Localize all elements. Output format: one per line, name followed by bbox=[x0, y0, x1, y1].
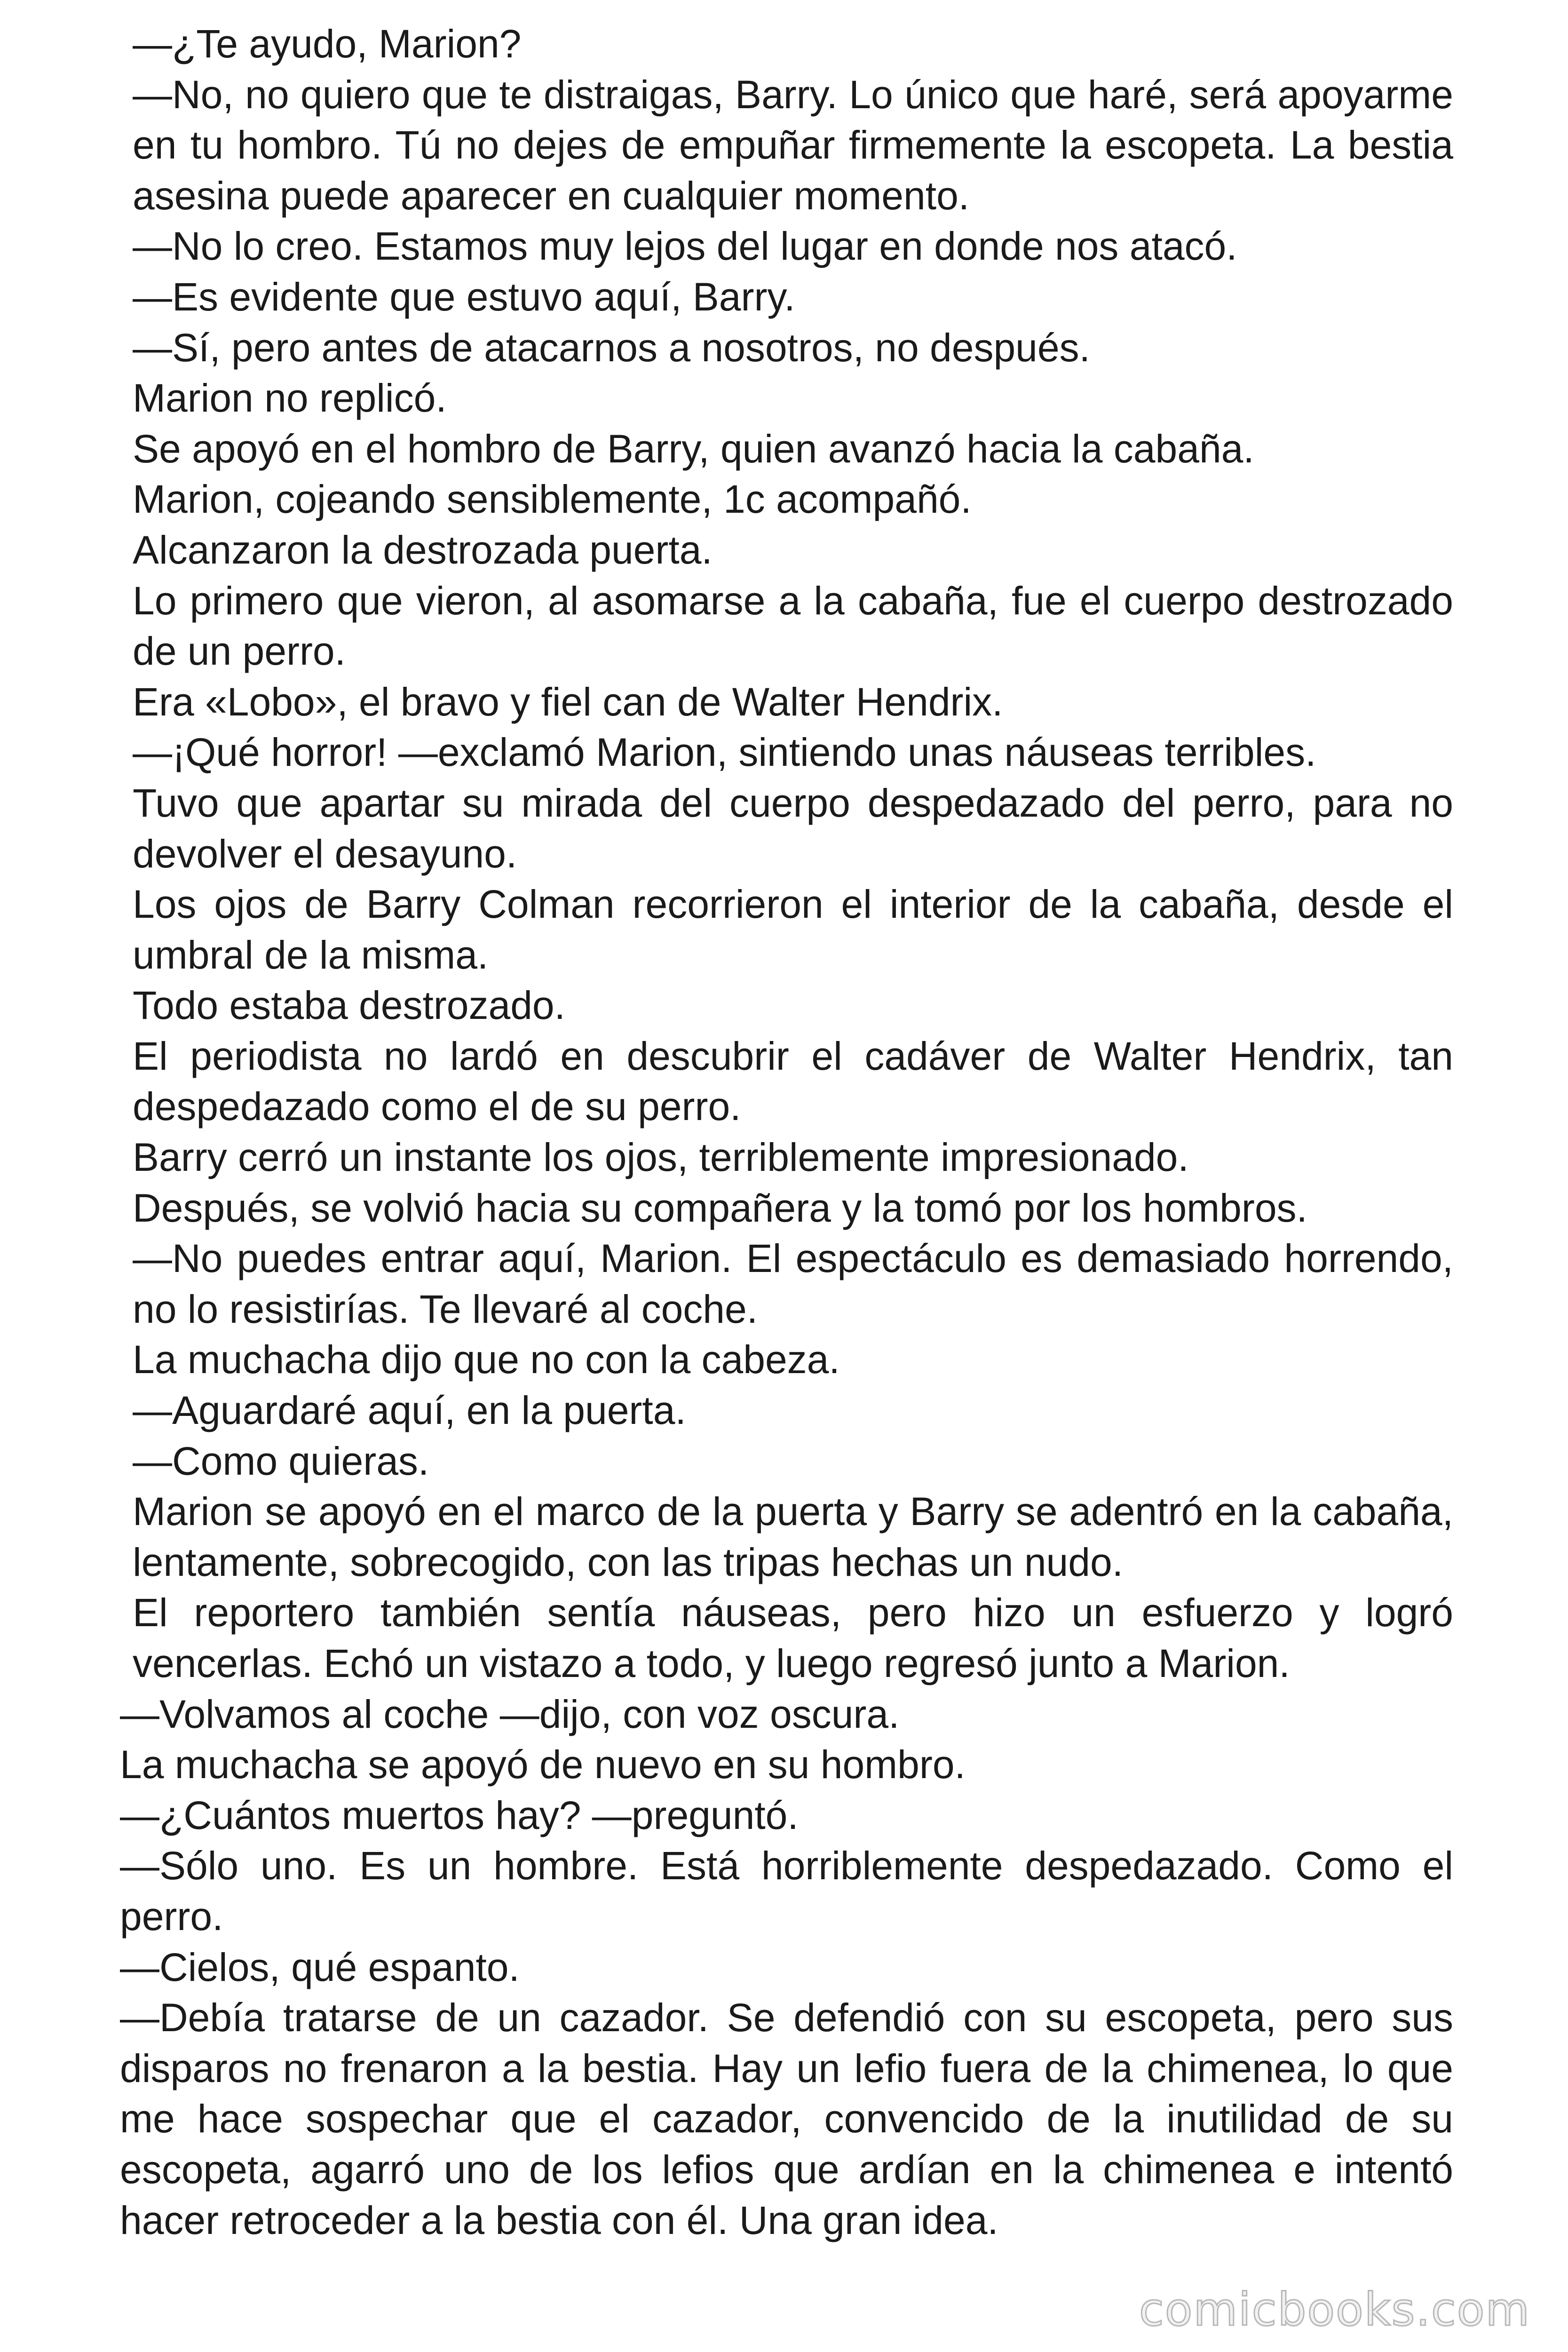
paragraph: Después, se volvió hacia su compañera y la tomó por los hombros. bbox=[133, 1185, 1307, 1230]
paragraph: —Debía tratarse de un cazador. Se defendió con su escopeta, pero sus disparos no frenaron a la bestia. Hay un lefio fuera de la chimenea, lo que me hace sospechar que el cazador, convencido de la inutilidad de su escopeta, agarró uno de los lefios que ardían en la chimenea e intentó hacer retroceder a la bestia con él. Una gran idea. bbox=[120, 1995, 1453, 2242]
paragraph: Se apoyó en el hombro de Barry, quien avanzó hacia la cabaña. bbox=[133, 426, 1254, 471]
paragraph: —¿Te ayudo, Marion? bbox=[133, 22, 522, 66]
paragraph: El reportero también sentía náuseas, pero hizo un esfuerzo y logró vencerlas. Echó un vistazo a todo, y luego regresó junto a Marion. bbox=[133, 1590, 1453, 1685]
body-text bbox=[120, 19, 1453, 2246]
paragraph: La muchacha dijo que no con la cabeza. bbox=[133, 1337, 840, 1382]
watermark: comicbooks.com bbox=[1139, 2283, 1530, 2336]
paragraph: Alcanzaron la destrozada puerta. bbox=[133, 527, 713, 572]
paragraph: Marion se apoyó en el marco de la puerta y Barry se adentró en la cabaña, lentamente, sobrecogido, con las tripas hechas un nudo. bbox=[133, 1489, 1453, 1584]
paragraph: Los ojos de Barry Colman recorrieron el interior de la cabaña, desde el umbral de la misma. bbox=[133, 882, 1453, 977]
paragraph: Era «Lobo», el bravo y fiel can de Walter Hendrix. bbox=[133, 679, 1003, 724]
paragraph: —Aguardaré aquí, en la puerta. bbox=[133, 1388, 686, 1433]
paragraph: —No, no quiero que te distraigas, Barry. Lo único que haré, será apoyarme en tu hombro. Tú no dejes de empuñar firmemente la escopeta. La bestia asesina puede aparecer en cualquier momento. bbox=[133, 72, 1453, 218]
paragraph: Tuvo que apartar su mirada del cuerpo despedazado del perro, para no devolver el desayuno. bbox=[133, 780, 1453, 876]
paragraph: —Sí, pero antes de atacarnos a nosotros, no después. bbox=[133, 325, 1090, 370]
paragraph: Marion, cojeando sensiblemente, 1c acompañó. bbox=[133, 477, 972, 522]
paragraph: —¡Qué horror! —exclamó Marion, sintiendo unas náuseas terribles. bbox=[133, 730, 1316, 775]
paragraph: Lo primero que vieron, al asomarse a la cabaña, fue el cuerpo destrozado de un perro. bbox=[133, 578, 1453, 674]
paragraph: —Cielos, qué espanto. bbox=[120, 1945, 520, 1989]
paragraph: Marion no replicó. bbox=[133, 376, 447, 421]
paragraph: Todo estaba destrozado. bbox=[133, 983, 565, 1028]
paragraph: —Es evidente que estuvo aquí, Barry. bbox=[133, 274, 795, 319]
paragraph: —Sólo uno. Es un hombre. Está horriblemente despedazado. Como el perro. bbox=[120, 1843, 1453, 1939]
paragraph: Barry cerró un instante los ojos, terriblemente impresionado. bbox=[133, 1135, 1189, 1180]
paragraph: El periodista no lardó en descubrir el cadáver de Walter Hendrix, tan despedazado como el de su perro. bbox=[133, 1033, 1453, 1129]
paragraph: —Volvamos al coche —dijo, con voz oscura. bbox=[120, 1692, 900, 1736]
paragraph: La muchacha se apoyó de nuevo en su hombro. bbox=[120, 1742, 966, 1787]
paragraph: —No puedes entrar aquí, Marion. El espectáculo es demasiado horrendo, no lo resistirías. Te llevaré al coche. bbox=[133, 1236, 1453, 1331]
paragraph: —No lo creo. Estamos muy lejos del lugar en donde nos atacó. bbox=[133, 224, 1237, 269]
paragraph: —¿Cuántos muertos hay? —preguntó. bbox=[120, 1793, 799, 1837]
paragraph: —Como quieras. bbox=[133, 1438, 429, 1483]
